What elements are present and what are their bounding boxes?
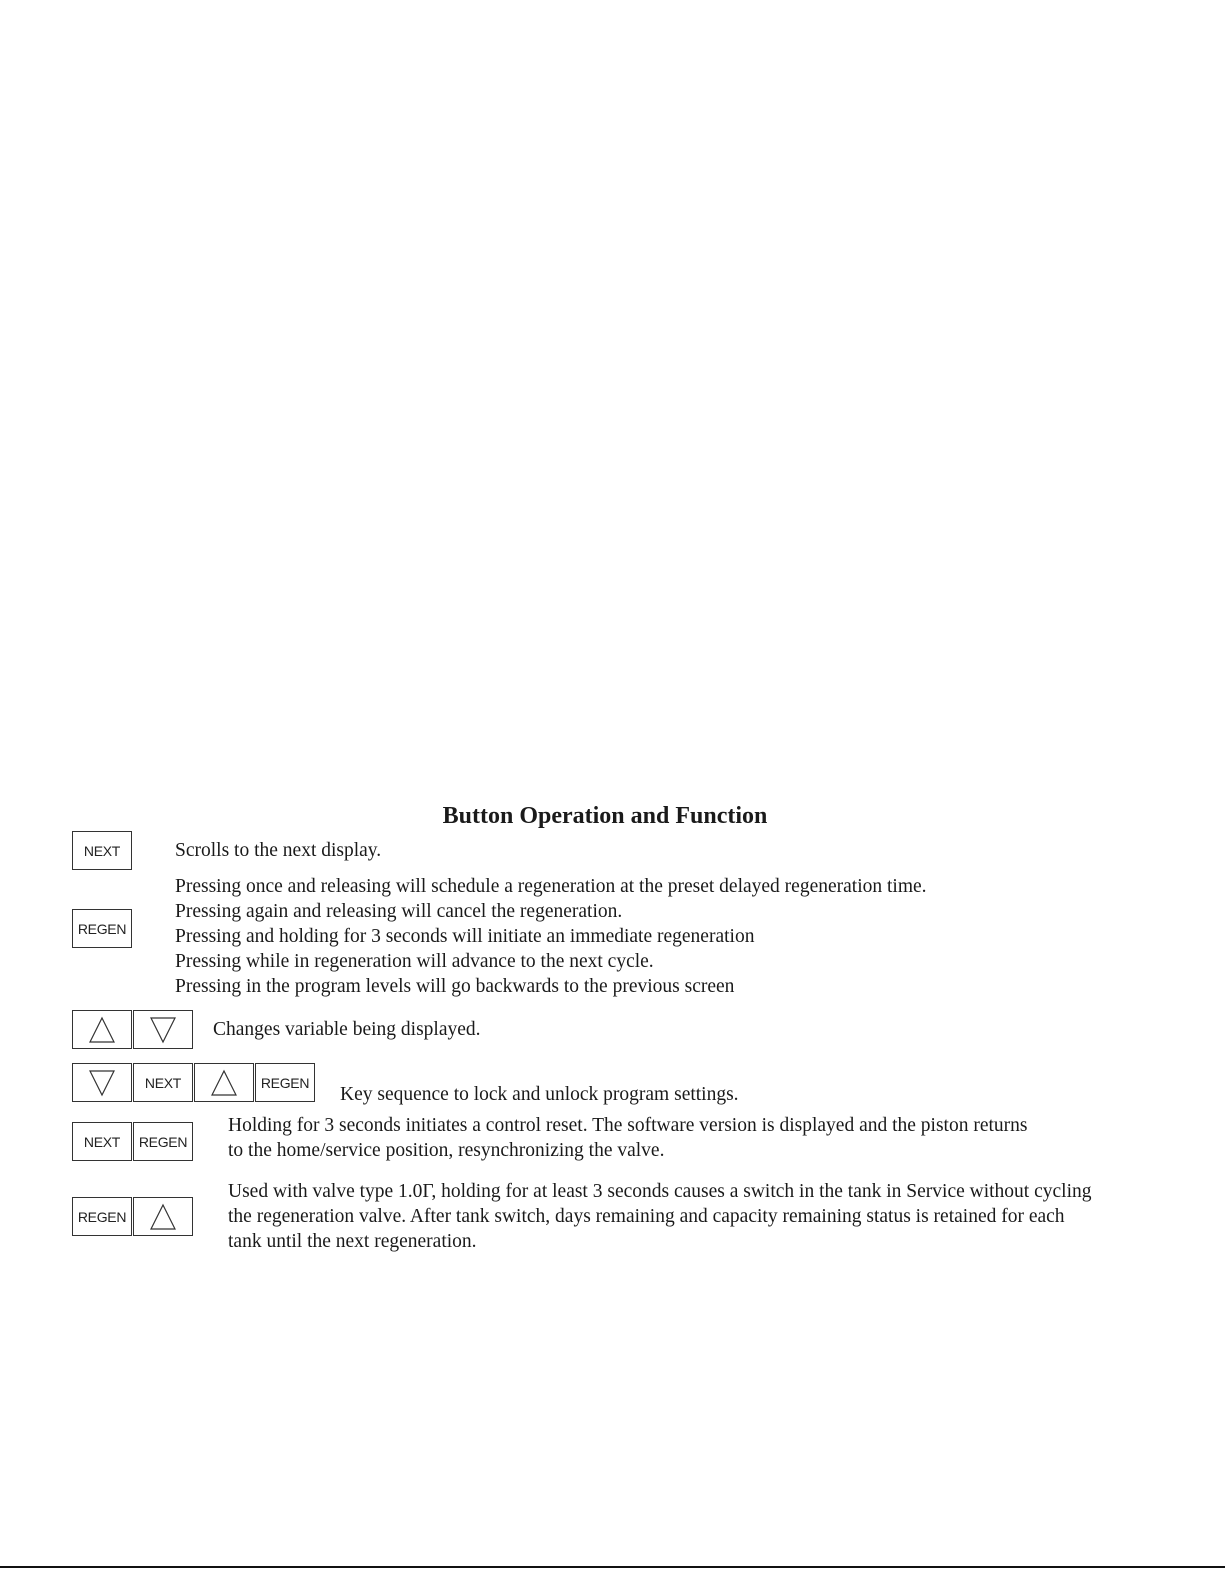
regen-description: [175, 874, 927, 999]
description-line: tank until the next regeneration.: [228, 1231, 477, 1252]
regen-button[interactable]: REGEN: [72, 1197, 132, 1236]
regen-button[interactable]: REGEN: [133, 1122, 193, 1161]
description-line: Key sequence to lock and unlock program settings.: [340, 1084, 739, 1105]
lock-sequence-description: [340, 1082, 739, 1107]
arrows-description: [213, 1017, 481, 1042]
next-description: [175, 838, 381, 863]
next-button[interactable]: NEXT: [72, 831, 132, 870]
description-line: Scrolls to the next display.: [175, 840, 382, 861]
up-arrow-button[interactable]: [133, 1197, 193, 1236]
page-title: Button Operation and Function: [442, 803, 768, 829]
description-line: Pressing in the program levels will go backwards to the previous screen: [175, 976, 735, 997]
description-line: the regeneration valve. After tank switch, days remaining and capacity remaining status is retained for each: [228, 1206, 1065, 1227]
description-line: Pressing once and releasing will schedule a regeneration at the preset delayed regeneration time.: [175, 876, 927, 897]
description-line: to the home/service position, resynchronizing the valve.: [228, 1140, 665, 1161]
footer-divider: [0, 1566, 1225, 1568]
description-line: Pressing while in regeneration will advance to the next cycle.: [175, 951, 654, 972]
description-line: Pressing and holding for 3 seconds will initiate an immediate regeneration: [175, 926, 755, 947]
description-line: Holding for 3 seconds initiates a control reset. The software version is displayed and the piston returns: [228, 1115, 1028, 1136]
down-arrow-button[interactable]: [72, 1063, 132, 1102]
description-line: Pressing again and releasing will cancel the regeneration.: [175, 901, 623, 922]
next-button[interactable]: NEXT: [133, 1063, 193, 1102]
down-arrow-button[interactable]: [133, 1010, 193, 1049]
next-button[interactable]: NEXT: [72, 1122, 132, 1161]
up-triangle-icon: [88, 1016, 116, 1044]
description-line: Used with valve type 1.0Γ, holding for at least 3 seconds causes a switch in the tank in Service without cycling: [228, 1181, 1092, 1202]
reset-description: [228, 1113, 1028, 1163]
down-triangle-icon: [88, 1069, 116, 1097]
tank-switch-description: [228, 1179, 1091, 1254]
up-triangle-icon: [210, 1069, 238, 1097]
up-arrow-button[interactable]: [194, 1063, 254, 1102]
up-triangle-icon: [149, 1203, 177, 1231]
regen-button[interactable]: REGEN: [72, 909, 132, 948]
description-line: Changes variable being displayed.: [213, 1019, 481, 1040]
regen-button[interactable]: REGEN: [255, 1063, 315, 1102]
down-triangle-icon: [149, 1016, 177, 1044]
up-arrow-button[interactable]: [72, 1010, 132, 1049]
